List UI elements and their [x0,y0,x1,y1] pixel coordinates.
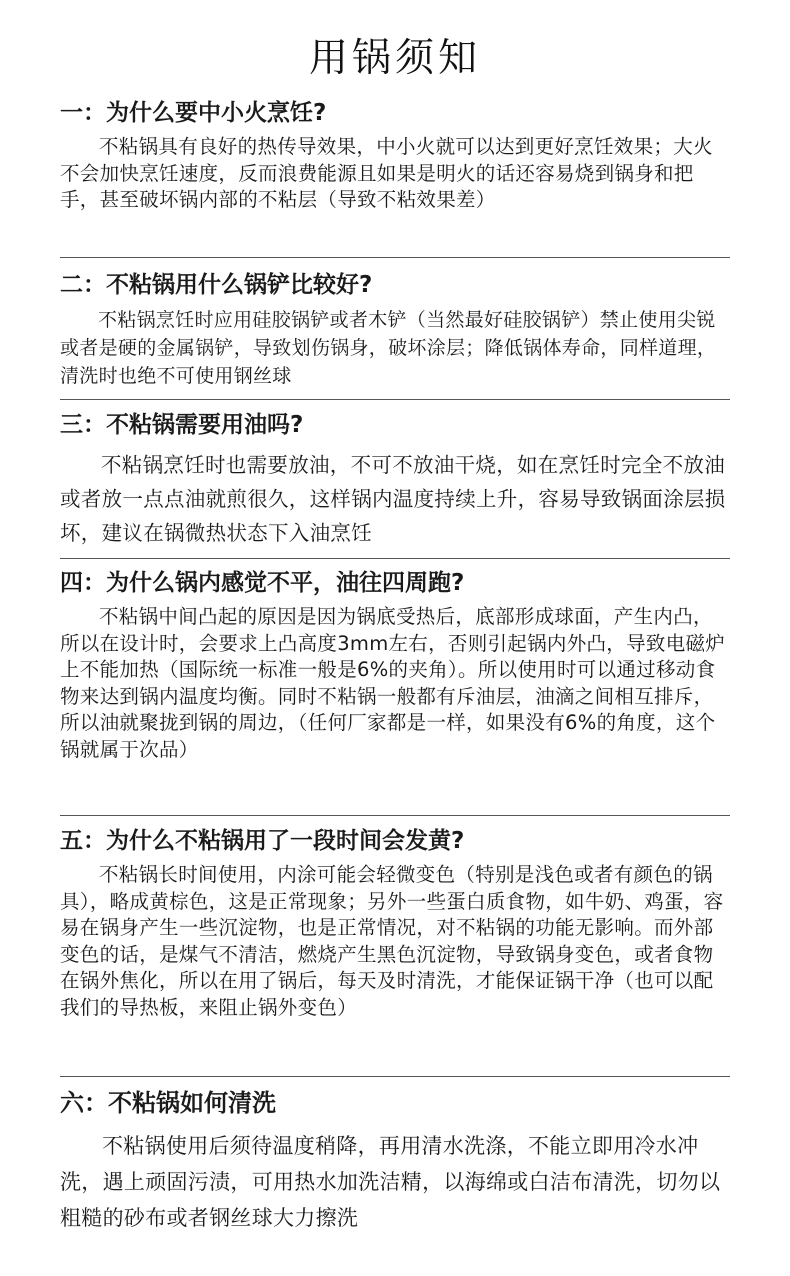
section-body: 不粘锅烹饪时也需要放油，不可不放油干烧，如在烹饪时完全不放油或者放一点点油就煎很久，这样锅内温度持续上升，容易导致锅面涂层损坏，建议在锅微热状态下入油烹饪 [60,453,726,545]
divider [60,558,730,559]
section-heading: 四：为什么锅内感觉不平，油往四周跑? [60,570,465,596]
divider [60,1076,730,1077]
section-heading: 五：为什么不粘锅用了一段时间会发黄? [60,828,465,854]
section-body: 不粘锅中间凸起的原因是因为锅底受热后，底部形成球面，产生内凸，所以在设计时，会要求上凸高度3mm左右，否则引起锅内外凸，导致电磁炉上不能加热（国际统一标准一般是6%的夹角）。所以使用时可以通过移动食物来达到锅内温度均衡。同时不粘锅一般都有斥油层，油滴之间相互排斥，所以油就聚拢到锅的周边，（任何厂家都是一样，如果没有6%的角度，这个锅就属于次品） [60,605,726,761]
section-2 [60,270,730,390]
divider [60,257,730,258]
section-6 [60,1088,730,1236]
section-body: 不粘锅烹饪时应用硅胶锅铲或者木铲（当然最好硅胶锅铲）禁止使用尖锐或者是硬的金属锅铲，导致划伤锅身，破坏涂层；降低锅体寿命，同样道理，清洗时也绝不可使用钢丝球 [60,309,717,387]
section-5 [60,826,730,1022]
section-4 [60,568,730,764]
section-body: 不粘锅长时间使用，内涂可能会轻微变色（特别是浅色或者有颜色的锅具），略成黄棕色，这是正常现象；另外一些蛋白质食物，如牛奶、鸡蛋，容易在锅身产生一些沉淀物，也是正常情况，对不粘锅的功能无影响。而外部变色的话，是煤气不清洁，燃烧产生黑色沉淀物，导致锅身变色，或者食物在锅外焦化，所以在用了锅后，每天及时清洗，才能保证锅干净（也可以配我们的导热板，来阻止锅外变色） [60,863,724,1019]
section-body: 不粘锅使用后须待温度稍降，再用清水洗涤，不能立即用冷水冲洗，遇上顽固污渍，可用热水加洗洁精，以海绵或白洁布清洗，切勿以粗糙的砂布或者钢丝球大力擦洗 [60,1134,721,1230]
section-heading: 六：不粘锅如何清洗 [60,1089,276,1117]
page-title: 用锅须知 [308,36,481,81]
section-3 [60,410,730,550]
section-body: 不粘锅具有良好的热传导效果，中小火就可以达到更好烹饪效果；大火不会加快烹饪速度，反而浪费能源且如果是明火的话还容易烧到锅身和把手，甚至破坏锅内部的不粘层（导致不粘效果差） [60,135,713,212]
section-1 [60,98,730,214]
section-heading: 一：为什么要中小火烹饪? [60,100,327,126]
section-heading: 三：不粘锅需要用油吗? [60,412,304,438]
divider [60,399,730,400]
divider [60,815,730,816]
section-heading: 二：不粘锅用什么锅铲比较好? [60,272,373,298]
